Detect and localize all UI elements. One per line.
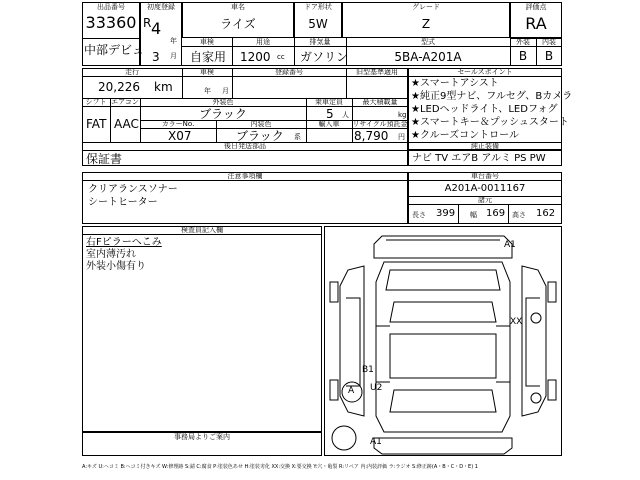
dimensions-label: 諸元	[478, 196, 492, 204]
sales-points-label: セールスポイント	[457, 68, 513, 76]
warranty: 保証書	[86, 152, 123, 166]
int-color-suffix: 系	[294, 133, 301, 141]
color-no-label: カラーNo.	[161, 120, 195, 128]
capacity-unit: 人	[342, 111, 349, 119]
ext-color-label: 外装色	[212, 98, 234, 106]
sales-point: ★LEDヘッドライト、LEDフォグ	[411, 104, 558, 115]
ac-label: エアコン	[111, 98, 139, 106]
usage-label: 用途	[256, 38, 270, 46]
exterior-grade: B	[518, 49, 528, 63]
shift-type: FAT	[86, 117, 107, 131]
car-name-label: 車名	[231, 3, 245, 11]
month-unit: 月	[170, 52, 177, 60]
damage-legend: A:キズ U:ヘコミ B:ヘコミ付きキズ W:修理跡 S:錆 C:腐食 P:塗装色あせ H:塗装劣化 XX:交換 X:要交換 Y:穴・亀裂 R:リペア 内:内装評価 ラ:ラジオ S:修正跡(A・B・C・D・E) 1	[82, 464, 478, 470]
displacement: 1200	[240, 50, 271, 64]
sales-point: ★純正9型ナビ、フルセグ、Bカメラ	[411, 91, 573, 102]
load-label: 最大積載量	[362, 98, 398, 106]
era: R	[143, 16, 152, 30]
inspector-line: 外装小傷有り	[86, 261, 146, 272]
inspector-line: 室内薄汚れ	[86, 249, 136, 260]
damage-mark-a1-front: A1	[504, 240, 516, 250]
door-label: ドア形状	[304, 3, 332, 11]
reg-month: 3	[152, 50, 160, 64]
sales-point: ★スマートキー＆プッシュスタート	[411, 117, 569, 128]
interior-label: 内装	[542, 38, 556, 46]
mileage-label: 走行	[125, 68, 139, 76]
aftermarket-label: 後日発送部品	[224, 142, 266, 150]
length-value: 399	[436, 208, 456, 219]
inspector-line: 右Fピラーへこみ	[86, 237, 162, 248]
chassis-label: 車台番号	[471, 172, 499, 180]
ac-type: AAC	[114, 117, 139, 131]
damage-mark-a1-rear: A1	[370, 437, 382, 447]
capacity-label: 乗車定員	[315, 98, 343, 106]
load-unit: kg	[398, 111, 407, 119]
car-diagram	[324, 226, 562, 456]
door-type: 5W	[308, 17, 328, 31]
office-label: 事務局よりご案内	[174, 433, 230, 441]
insp-year-unit: 年	[204, 87, 211, 95]
damage-mark-u2: U2	[370, 383, 383, 393]
notes-label: 注意事項欄	[227, 172, 263, 180]
damage-mark-a: A	[348, 386, 355, 396]
insp-label: 車検	[200, 68, 214, 76]
model-code: 5BA-A201A	[394, 50, 462, 64]
sales-point: ★クルーズコントロール	[411, 130, 519, 141]
lot-no-label: 出品番号	[97, 3, 125, 11]
height-label: 高さ	[512, 211, 526, 219]
import-label: 輸入車	[318, 120, 340, 128]
width-value: 169	[486, 208, 506, 219]
recycle-fee: 8,790	[354, 129, 389, 143]
debut-label: 中部デビュ	[84, 43, 145, 57]
score: RA	[525, 14, 547, 33]
grade: Z	[421, 17, 431, 31]
grade-label: グレード	[412, 3, 440, 11]
inspector-label: 検査員記入欄	[181, 226, 223, 234]
first-reg-label: 初度登録	[147, 3, 175, 11]
year-unit: 年	[170, 37, 177, 45]
score-label: 評価点	[525, 3, 547, 11]
equipment-list: ナビ TV エアB アルミ PS PW	[412, 153, 546, 164]
damage-mark-b1: B1	[362, 365, 374, 375]
car-name: ライズ	[220, 17, 256, 31]
recycle-fee-label: リサイクル預託金	[352, 120, 408, 128]
reg-year: 4	[151, 19, 162, 38]
length-label: 長さ	[412, 211, 426, 219]
int-color-label: 内装色	[250, 120, 272, 128]
height-value: 162	[536, 208, 556, 219]
chassis-number: A201A-0011167	[444, 183, 526, 194]
note-line: クリアランスソナー	[88, 184, 178, 195]
model-label: 型式	[421, 38, 435, 46]
insp-month-unit: 月	[222, 87, 229, 95]
mileage: 20,226	[98, 80, 140, 94]
interior-grade: B	[544, 49, 554, 63]
width-label: 幅	[470, 211, 477, 219]
int-color: ブラック	[236, 129, 284, 143]
displacement-label: 排気量	[309, 38, 331, 46]
ext-color: ブラック	[199, 107, 247, 121]
color-no: X07	[168, 129, 192, 143]
sales-point: ★スマートアシスト	[411, 78, 499, 89]
damage-mark-xx: XX	[510, 317, 523, 327]
recycle-std-label: 旧型基準適用	[356, 68, 398, 76]
reg-no-label: 登録番号	[275, 68, 303, 76]
displacement-unit: cc	[277, 53, 285, 61]
recycle-fee-unit: 円	[398, 133, 405, 141]
fuel: ガソリン	[300, 50, 349, 64]
note-line: シートヒーター	[88, 197, 158, 208]
usage: 自家用	[190, 50, 227, 64]
exterior-label: 外装	[516, 38, 530, 46]
lot-number: 33360	[85, 13, 137, 32]
capacity: 5	[326, 107, 334, 121]
mileage-unit: km	[154, 80, 173, 94]
inspection-label: 車検	[200, 38, 214, 46]
shift-label: シフト	[85, 98, 107, 106]
equipment-label: 純正装備	[471, 142, 499, 150]
